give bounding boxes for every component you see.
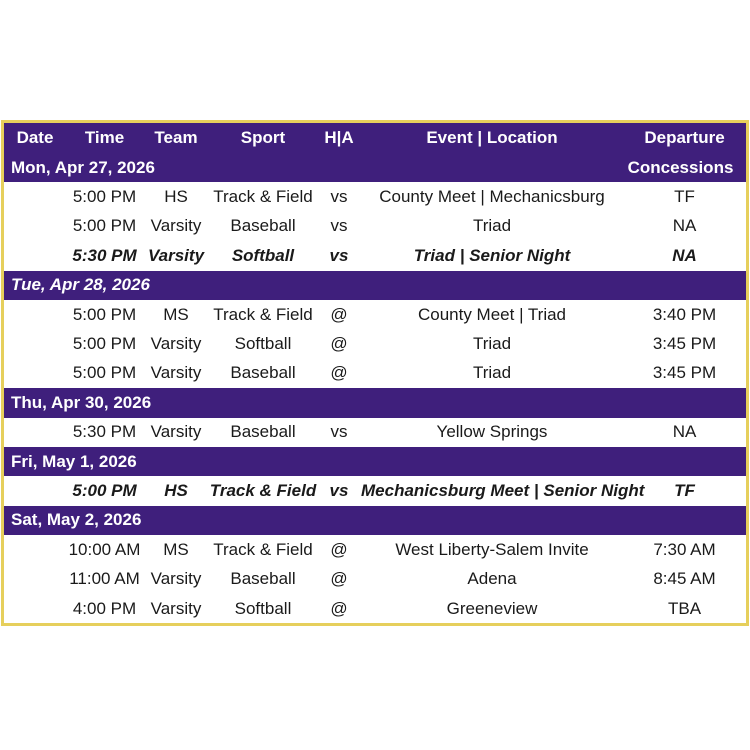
sport-cell: Track & Field [213,187,313,207]
date-row [4,153,746,182]
sport-cell: Softball [234,598,292,618]
event-cell: West Liberty-Salem Invite [395,539,589,559]
team-cell: Varsity [150,334,202,354]
time-cell: 5:00 PM [72,334,137,354]
header-team: Team [154,128,198,147]
team-cell: Varsity [150,422,202,442]
departure-cell: NA [672,422,697,442]
event-cell: Greeneview [446,598,538,618]
time-cell: 5:00 PM [72,481,137,501]
event-cell: Triad [472,216,512,236]
event-cell: Triad [472,363,512,383]
ha-cell: @ [330,363,348,383]
team-cell: MS [163,304,189,324]
departure-cell: TF [674,187,695,207]
date-label: Mon, Apr 27, 2026 [11,157,155,177]
time-cell: 5:30 PM [72,245,137,265]
ha-cell: @ [330,598,348,618]
game-row [4,594,746,623]
date-label: Tue, Apr 28, 2026 [11,275,150,295]
event-cell: Mechanicsburg Meet | Senior Night [361,481,645,501]
game-row [4,182,746,211]
team-cell: HS [164,481,188,501]
sport-cell: Baseball [230,363,296,383]
header-concessions: Concessions [627,157,734,177]
event-cell: Adena [467,569,517,589]
header-row [4,123,746,153]
ha-cell: vs [329,245,349,265]
team-cell: Varsity [150,598,202,618]
schedule-table [1,120,749,626]
departure-cell: 3:45 PM [652,334,717,354]
header-departure: Departure [644,128,725,147]
date-row [4,388,746,417]
departure-cell: 7:30 AM [653,539,716,559]
ha-cell: vs [329,481,349,501]
team-cell: HS [164,187,188,207]
departure-cell: NA [672,216,697,236]
sport-cell: Baseball [230,569,296,589]
time-cell: 5:00 PM [72,363,137,383]
sport-cell: Softball [231,245,295,265]
date-row [4,271,746,300]
time-cell: 5:30 PM [72,422,137,442]
time-cell: 10:00 AM [68,539,141,559]
game-row [4,418,746,447]
game-row [4,476,746,505]
game-row [4,535,746,564]
date-row [4,506,746,535]
game-row [4,329,746,358]
time-cell: 5:00 PM [72,187,137,207]
time-cell: 4:00 PM [72,598,137,618]
team-cell: Varsity [150,363,202,383]
event-cell: County Meet | Triad [417,304,567,324]
departure-cell: NA [672,245,697,265]
ha-cell: @ [330,304,348,324]
sport-cell: Baseball [230,216,296,236]
team-cell: Varsity [147,245,205,265]
departure-cell: TF [674,481,695,501]
header-ha: H|A [324,128,354,147]
date-label: Thu, Apr 30, 2026 [11,392,152,412]
ha-cell: @ [330,539,348,559]
team-cell: Varsity [150,569,202,589]
ha-cell: vs [330,187,348,207]
sport-cell: Softball [234,334,292,354]
game-row [4,565,746,594]
team-cell: MS [163,539,189,559]
ha-cell: vs [330,422,348,442]
sport-cell: Baseball [230,422,296,442]
date-label: Sat, May 2, 2026 [11,510,142,530]
header-event: Event | Location [426,128,558,147]
departure-cell: 8:45 AM [653,569,716,589]
departure-cell: 3:45 PM [652,363,717,383]
team-cell: Varsity [150,216,202,236]
date-row [4,447,746,476]
event-cell: Triad | Senior Night [413,245,571,265]
game-row [4,300,746,329]
sport-cell: Track & Field [213,539,313,559]
header-time: Time [84,128,125,147]
ha-cell: @ [330,569,348,589]
ha-cell: @ [330,334,348,354]
event-cell: Yellow Springs [436,422,548,442]
header-sport: Sport [240,128,286,147]
date-label: Fri, May 1, 2026 [11,451,137,471]
time-cell: 5:00 PM [72,216,137,236]
header-date: Date [16,128,54,147]
time-cell: 5:00 PM [72,304,137,324]
sport-cell: Track & Field [213,304,313,324]
game-row [4,212,746,241]
game-row [4,359,746,388]
departure-cell: TBA [667,598,702,618]
event-cell: County Meet | Mechanicsburg [379,187,605,207]
departure-cell: 3:40 PM [652,304,717,324]
time-cell: 11:00 AM [69,569,140,589]
sport-cell: Track & Field [209,481,317,501]
game-row [4,241,746,270]
event-cell: Triad [472,334,512,354]
ha-cell: vs [330,216,348,236]
